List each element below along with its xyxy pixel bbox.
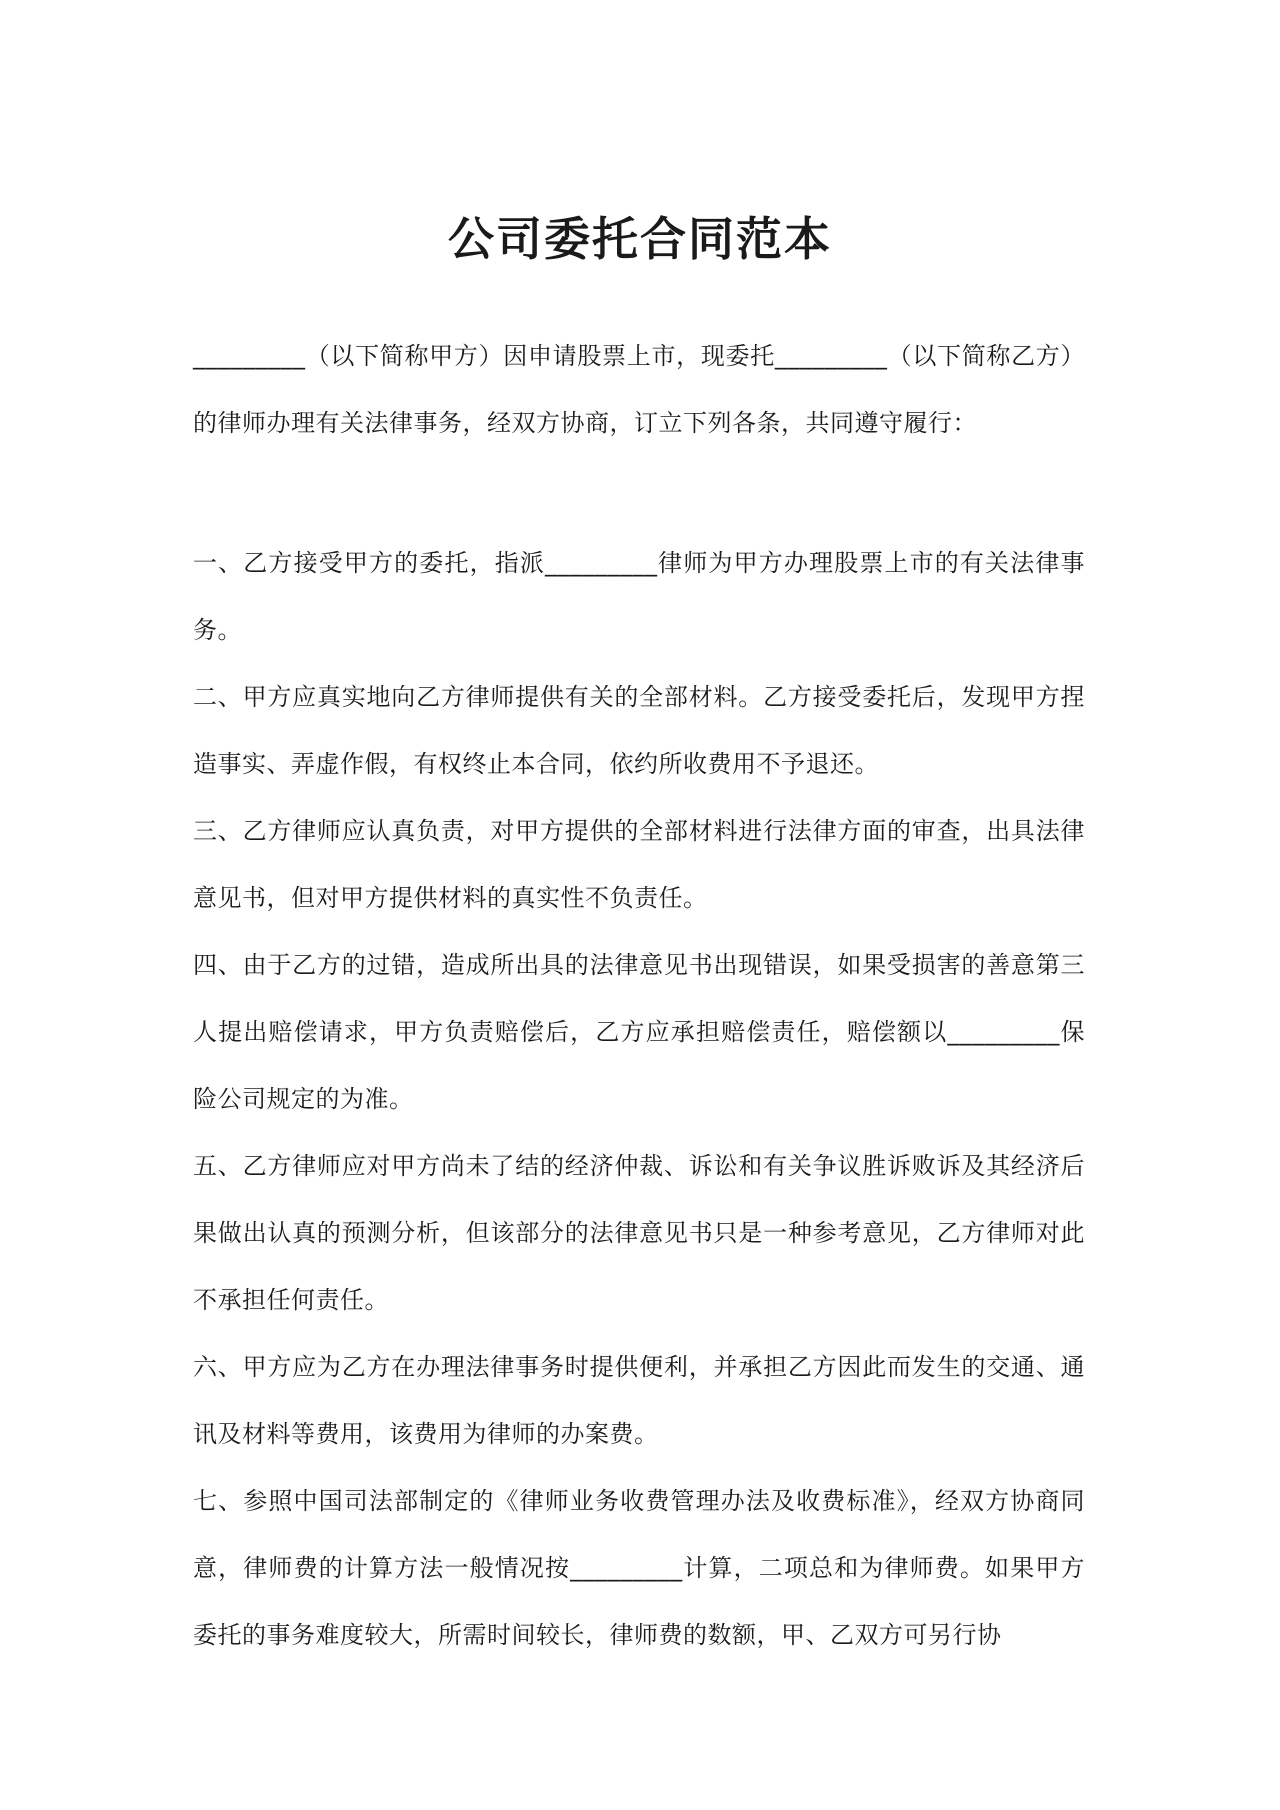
clause-1: 一、乙方接受甲方的委托，指派_________律师为甲方办理股票上市的有关法律事务。: [193, 549, 1085, 644]
document-title: 公司委托合同范本: [448, 211, 832, 266]
clause-2: 二、甲方应真实地向乙方律师提供有关的全部材料。乙方接受委托后，发现甲方捏造事实、弄虚作假，有权终止本合同，依约所收费用不予退还。: [193, 683, 1085, 778]
intro-text: _________（以下简称甲方）因申请股票上市，现委托_________（以下简称乙方）的律师办理有关法律事务，经双方协商，订立下列各条，共同遵守履行：: [193, 342, 1085, 437]
clause-5: 五、乙方律师应对甲方尚未了结的经济仲裁、诉讼和有关争议胜诉败诉及其经济后果做出认真的预测分析，但该部分的法律意见书只是一种参考意见，乙方律师对此不承担任何责任。: [193, 1152, 1085, 1314]
intro-paragraph: [193, 323, 1085, 457]
clause-6: 六、甲方应为乙方在办理法律事务时提供便利，并承担乙方因此而发生的交通、通讯及材料等费用，该费用为律师的办案费。: [193, 1353, 1085, 1448]
clause-4: 四、由于乙方的过错，造成所出具的法律意见书出现错误，如果受损害的善意第三人提出赔偿请求，甲方负责赔偿后，乙方应承担赔偿责任，赔偿额以_________保险公司规定的为准。: [193, 951, 1085, 1113]
clause-7: 七、参照中国司法部制定的《律师业务收费管理办法及收费标准》，经双方协商同意，律师费的计算方法一般情况按_________计算，二项总和为律师费。如果甲方委托的事务难度较大，所需时间较长，律师费的数额，甲、乙双方可另行协: [193, 1487, 1085, 1649]
clause-3: 三、乙方律师应认真负责，对甲方提供的全部材料进行法律方面的审查，出具法律意见书，但对甲方提供材料的真实性不负责任。: [193, 817, 1085, 912]
clauses-list: [193, 530, 1085, 1669]
